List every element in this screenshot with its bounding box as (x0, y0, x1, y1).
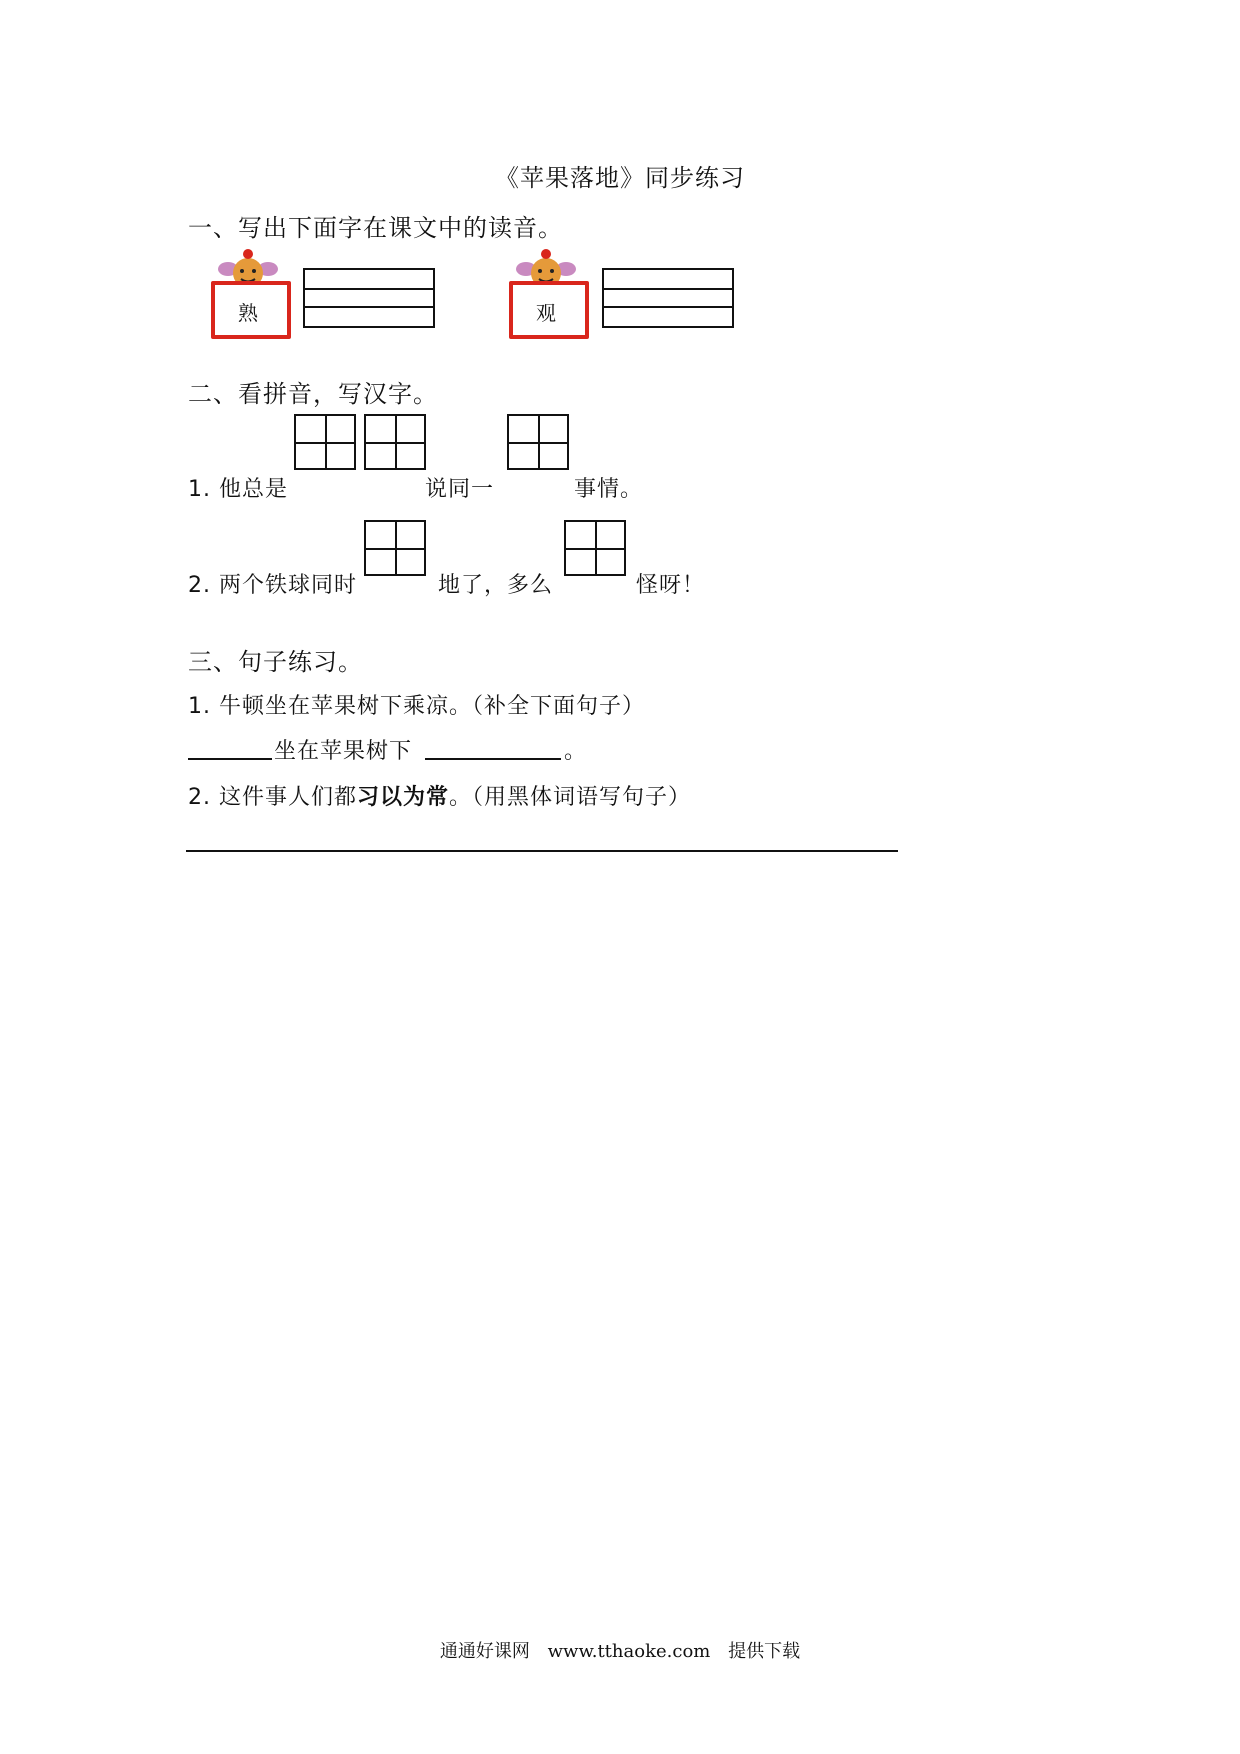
q2-2-part1: 2. 两个铁球同时 (188, 573, 357, 598)
section1-heading: 一、写出下面字在课文中的读音。 (188, 214, 563, 242)
q3-1-end: 。 (564, 739, 588, 764)
answer-blank[interactable] (188, 758, 272, 760)
footer-site: 通通好课网 (439, 1641, 530, 1662)
q3-1-prompt: 1. 牛顿坐在苹果树下乘凉。（补全下面句子） (188, 694, 645, 719)
char-label: 熟 (238, 301, 258, 325)
q2-1-part3: 事情。 (574, 477, 644, 502)
section3-heading: 三、句子练习。 (188, 648, 363, 676)
q3-2-prefix: 2. 这件事人们都 (188, 785, 357, 810)
q2-2-part2: 地了，多么 (438, 573, 554, 598)
footer-url[interactable]: www.tthaoke.com (547, 1641, 711, 1662)
pinyin-box-1[interactable] (303, 268, 435, 328)
char-grid[interactable] (507, 414, 569, 470)
footer (0, 1637, 1240, 1663)
char-card-2 (506, 247, 586, 337)
char-label: 观 (536, 301, 556, 325)
pinyin-box-2[interactable] (602, 268, 734, 328)
q2-2-part3: 怪呀！ (636, 573, 706, 598)
char-grid[interactable] (364, 414, 426, 470)
answer-line[interactable] (186, 850, 898, 852)
char-grid[interactable] (364, 520, 426, 576)
q2-1-part1: 1. 他总是 (188, 477, 288, 502)
footer-action: 提供下载 (728, 1641, 801, 1662)
section2-heading: 二、看拼音，写汉字。 (188, 380, 438, 408)
q3-2-suffix: 。（用黑体词语写句子） (449, 785, 692, 810)
char-grid[interactable] (294, 414, 356, 470)
page-title: 《苹果落地》同步练习 (495, 164, 745, 192)
q3-2-bold-word: 习以为常 (356, 785, 449, 810)
q3-1-mid: 坐在苹果树下 (274, 739, 413, 764)
q2-1-part2: 说同一 (425, 477, 495, 502)
char-grid[interactable] (564, 520, 626, 576)
char-card-1 (208, 247, 288, 337)
answer-blank[interactable] (425, 758, 561, 760)
q3-2-line (188, 780, 691, 811)
